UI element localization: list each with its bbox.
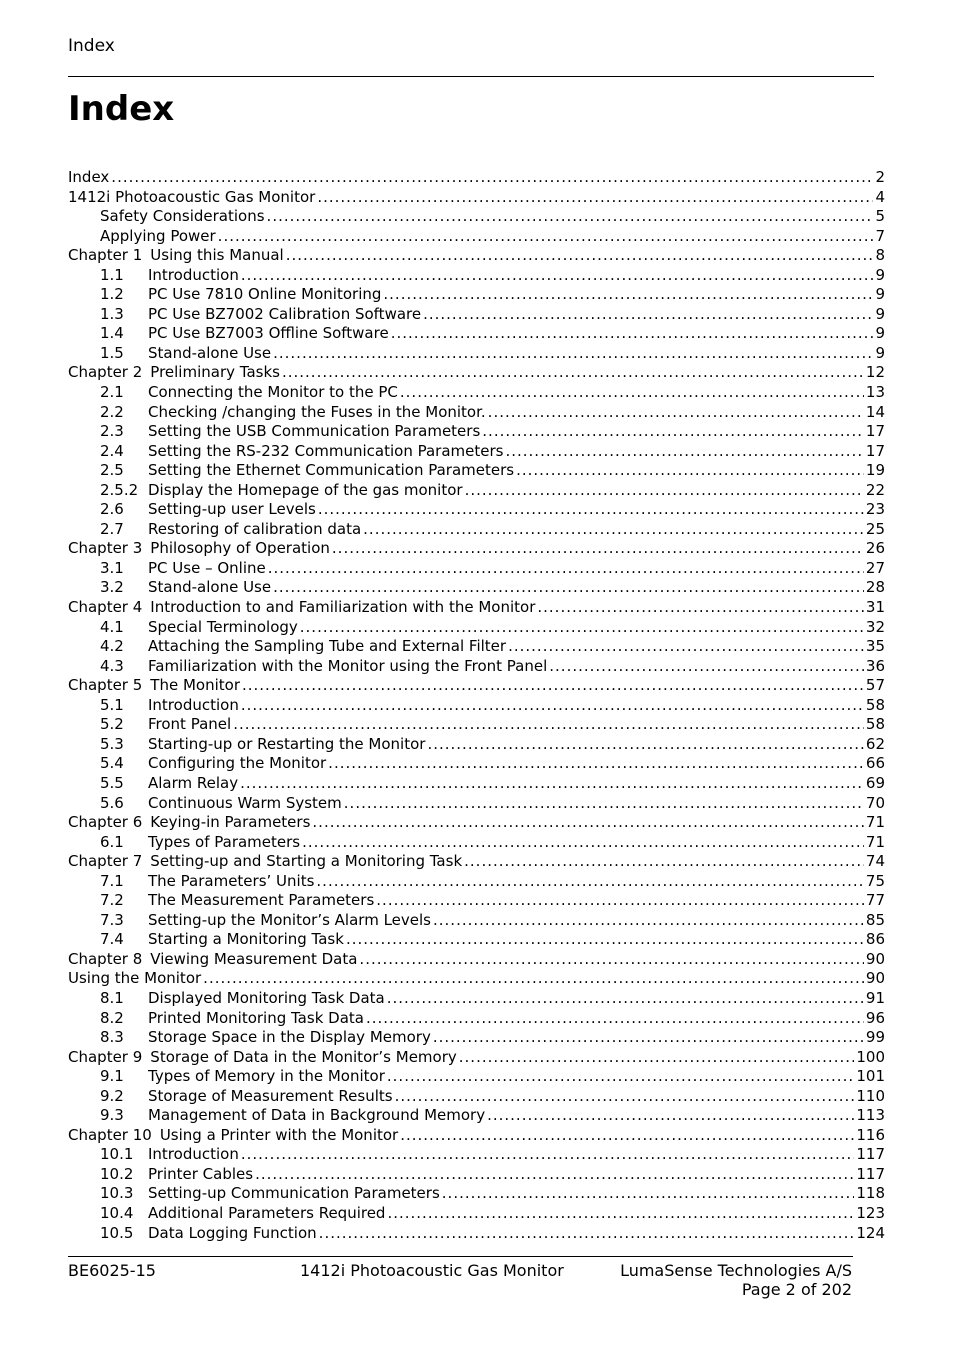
toc-entry-number: Chapter 2 xyxy=(68,363,143,382)
toc-leader-dots xyxy=(267,207,874,227)
toc-entry-label: Introduction xyxy=(148,695,239,714)
toc-entry-page: 75 xyxy=(865,871,885,890)
toc-entry-label: Setting the Ethernet Communication Parameters xyxy=(148,461,515,480)
toc-leader-dots xyxy=(387,1067,854,1087)
toc-leader-dots xyxy=(233,715,864,735)
toc-entry[interactable] xyxy=(68,637,885,657)
toc-entry-page: 31 xyxy=(865,598,885,617)
toc-entry-label: Stand-alone Use xyxy=(148,343,272,362)
toc-leader-dots xyxy=(273,578,864,598)
toc-entry-number: 6.1 xyxy=(100,832,124,851)
toc-entry-page: 85 xyxy=(865,910,885,929)
footer-rule xyxy=(68,1256,853,1257)
toc-entry-number: Chapter 1 xyxy=(68,246,143,265)
toc-entry[interactable] xyxy=(68,168,885,188)
toc-entry-page: 26 xyxy=(865,539,885,558)
toc-entry-number: 3.1 xyxy=(100,558,124,577)
toc-entry-number: 10.4 xyxy=(100,1203,134,1222)
toc-entry-number: Chapter 5 xyxy=(68,676,143,695)
toc-entry[interactable] xyxy=(68,598,885,618)
toc-entry-number: 2.4 xyxy=(100,441,124,460)
toc-leader-dots xyxy=(400,1126,854,1146)
toc-entry-number: 2.6 xyxy=(100,500,124,519)
toc-entry[interactable] xyxy=(68,1009,885,1029)
toc-entry-page: 27 xyxy=(865,558,885,577)
toc-leader-dots xyxy=(319,1224,855,1244)
toc-leader-dots xyxy=(363,520,864,540)
toc-leader-dots xyxy=(218,227,874,247)
toc-entry-label: 1412i Photoacoustic Gas Monitor xyxy=(68,187,316,206)
toc-entry[interactable] xyxy=(68,1224,885,1244)
toc-entry-page: 2 xyxy=(875,168,885,186)
footer-product: 1412i Photoacoustic Gas Monitor xyxy=(300,1261,564,1280)
table-of-contents xyxy=(68,168,885,1243)
toc-entry-page: 13 xyxy=(865,383,885,402)
toc-leader-dots xyxy=(423,305,873,325)
toc-leader-dots xyxy=(459,1048,855,1068)
toc-entry-page: 57 xyxy=(865,676,885,695)
toc-entry-page: 124 xyxy=(856,1223,885,1242)
toc-entry-label: Familiarization with the Monitor using the Front Panel xyxy=(148,656,548,675)
toc-leader-dots xyxy=(366,1009,864,1029)
toc-entry-page: 69 xyxy=(865,773,885,792)
toc-entry-number: Chapter 10 xyxy=(68,1125,152,1144)
toc-leader-dots xyxy=(508,637,864,657)
footer-company: LumaSense Technologies A/S xyxy=(620,1261,852,1280)
toc-entry[interactable] xyxy=(68,1028,885,1048)
toc-entry-page: 77 xyxy=(865,891,885,910)
toc-leader-dots xyxy=(359,950,863,970)
toc-entry-page: 4 xyxy=(875,187,885,206)
toc-entry[interactable] xyxy=(68,872,885,892)
toc-entry-label: PC Use – Online xyxy=(148,558,266,577)
toc-entry[interactable] xyxy=(68,696,885,716)
toc-entry-page: 25 xyxy=(865,519,885,538)
toc-entry-page: 62 xyxy=(865,734,885,753)
toc-leader-dots xyxy=(316,872,864,892)
toc-leader-dots xyxy=(332,539,864,559)
toc-entry[interactable] xyxy=(68,246,885,266)
toc-entry[interactable] xyxy=(68,1165,885,1185)
toc-entry[interactable] xyxy=(68,618,885,638)
toc-leader-dots xyxy=(241,1145,855,1165)
toc-entry-number: 1.5 xyxy=(100,343,124,362)
toc-entry[interactable] xyxy=(68,1106,885,1126)
toc-entry-page: 22 xyxy=(865,480,885,499)
toc-entry-number: 10.2 xyxy=(100,1164,134,1183)
toc-entry-label: Using the Monitor xyxy=(68,969,202,988)
toc-entry-number: 7.2 xyxy=(100,891,124,910)
toc-entry-page: 28 xyxy=(865,578,885,597)
toc-entry-number: Chapter 3 xyxy=(68,539,143,558)
toc-entry-label: Printer Cables xyxy=(148,1164,254,1183)
toc-entry[interactable] xyxy=(68,950,885,970)
toc-entry[interactable] xyxy=(68,833,885,853)
toc-entry[interactable] xyxy=(68,305,885,325)
toc-entry-label: Displayed Monitoring Task Data xyxy=(148,988,385,1007)
toc-entry-label: Types of Parameters xyxy=(148,832,301,851)
toc-entry-number: 4.1 xyxy=(100,617,124,636)
toc-entry-page: 90 xyxy=(865,969,885,988)
toc-leader-dots xyxy=(516,461,864,481)
toc-entry-label: Stand-alone Use xyxy=(148,578,272,597)
toc-entry-page: 70 xyxy=(865,793,885,812)
toc-entry-label: PC Use BZ7002 Calibration Software xyxy=(148,304,422,323)
toc-entry-page: 9 xyxy=(875,343,885,362)
toc-leader-dots xyxy=(111,168,873,188)
toc-entry[interactable] xyxy=(68,500,885,520)
toc-entry-number: 8.2 xyxy=(100,1008,124,1027)
toc-entry-page: 19 xyxy=(865,461,885,480)
toc-entry-number: 5.2 xyxy=(100,715,124,734)
toc-entry[interactable] xyxy=(68,1087,885,1107)
toc-entry-page: 100 xyxy=(856,1047,885,1066)
toc-entry-label: Storage of Measurement Results xyxy=(148,1086,393,1105)
toc-entry-number: 2.2 xyxy=(100,402,124,421)
toc-entry[interactable] xyxy=(68,422,885,442)
toc-leader-dots xyxy=(318,500,864,520)
running-header: Index xyxy=(68,36,115,56)
toc-entry-label: Checking /changing the Fuses in the Monitor. xyxy=(148,402,486,421)
toc-entry[interactable] xyxy=(68,188,885,208)
toc-entry-label: Management of Data in Background Memory xyxy=(148,1106,486,1125)
toc-entry-page: 5 xyxy=(875,207,885,226)
toc-entry-label: Setting-up Communication Parameters xyxy=(148,1184,440,1203)
toc-entry-label: Types of Memory in the Monitor xyxy=(148,1067,385,1086)
toc-entry-label: Additional Parameters Required xyxy=(148,1203,386,1222)
toc-entry-number: 5.5 xyxy=(100,773,124,792)
toc-entry-page: 113 xyxy=(856,1106,885,1125)
toc-leader-dots xyxy=(395,1087,855,1107)
toc-entry-number: 1.1 xyxy=(100,265,124,284)
toc-entry-label: Philosophy of Operation xyxy=(150,539,330,558)
toc-entry-number: Chapter 7 xyxy=(68,852,143,871)
toc-entry-page: 7 xyxy=(875,226,885,245)
toc-leader-dots xyxy=(300,618,864,638)
toc-entry-label: Storage of Data in the Monitor’s Memory xyxy=(150,1047,457,1066)
toc-entry[interactable] xyxy=(68,715,885,735)
toc-entry-number: 4.2 xyxy=(100,637,124,656)
toc-entry-number: 7.3 xyxy=(100,910,124,929)
toc-entry[interactable] xyxy=(68,266,885,286)
toc-entry-page: 110 xyxy=(856,1086,885,1105)
toc-entry-label: Setting the RS-232 Communication Parameters xyxy=(148,441,504,460)
toc-entry-number: Chapter 6 xyxy=(68,813,143,832)
toc-leader-dots xyxy=(391,324,874,344)
toc-entry-label: Attaching the Sampling Tube and External Filter xyxy=(148,637,507,656)
toc-entry-label: Setting-up the Monitor’s Alarm Levels xyxy=(148,910,431,929)
toc-entry-label: Display the Homepage of the gas monitor xyxy=(148,480,463,499)
toc-leader-dots xyxy=(427,735,863,755)
toc-leader-dots xyxy=(505,442,863,462)
toc-entry-page: 9 xyxy=(875,304,885,323)
toc-entry[interactable] xyxy=(68,1048,885,1068)
toc-entry-label: Continuous Warm System xyxy=(148,793,342,812)
toc-entry-label: Keying-in Parameters xyxy=(150,813,311,832)
toc-entry-label: Storage Space in the Display Memory xyxy=(148,1028,431,1047)
toc-entry-page: 58 xyxy=(865,715,885,734)
toc-leader-dots xyxy=(282,363,864,383)
toc-entry-page: 17 xyxy=(865,441,885,460)
toc-entry-label: Using a Printer with the Monitor xyxy=(159,1125,399,1144)
toc-entry-label: Connecting the Monitor to the PC xyxy=(148,383,398,402)
toc-entry[interactable] xyxy=(68,559,885,579)
toc-entry-label: Front Panel xyxy=(148,715,232,734)
toc-entry[interactable] xyxy=(68,1184,885,1204)
toc-entry-page: 117 xyxy=(856,1164,885,1183)
toc-entry[interactable] xyxy=(68,1204,885,1224)
toc-entry-page: 35 xyxy=(865,637,885,656)
toc-entry-page: 123 xyxy=(856,1203,885,1222)
toc-entry[interactable] xyxy=(68,794,885,814)
toc-entry[interactable] xyxy=(68,735,885,755)
toc-entry[interactable] xyxy=(68,676,885,696)
toc-entry[interactable] xyxy=(68,344,885,364)
toc-entry-page: 71 xyxy=(865,813,885,832)
toc-leader-dots xyxy=(433,1028,864,1048)
toc-entry-label: Applying Power xyxy=(100,226,216,245)
toc-leader-dots xyxy=(268,559,864,579)
toc-entry[interactable] xyxy=(68,461,885,481)
toc-leader-dots xyxy=(442,1184,855,1204)
toc-leader-dots xyxy=(549,657,864,677)
toc-leader-dots xyxy=(387,1204,854,1224)
toc-entry[interactable] xyxy=(68,989,885,1009)
toc-entry[interactable] xyxy=(68,969,885,989)
toc-leader-dots xyxy=(203,969,864,989)
toc-entry[interactable] xyxy=(68,285,885,305)
toc-entry-page: 14 xyxy=(865,402,885,421)
toc-entry-number: 5.3 xyxy=(100,734,124,753)
toc-entry-page: 99 xyxy=(865,1028,885,1047)
toc-entry[interactable] xyxy=(68,363,885,383)
toc-entry-label: Configuring the Monitor xyxy=(148,754,327,773)
toc-leader-dots xyxy=(286,246,874,266)
toc-entry-number: 2.1 xyxy=(100,383,124,402)
toc-leader-dots xyxy=(433,911,864,931)
toc-leader-dots xyxy=(328,754,864,774)
toc-entry[interactable] xyxy=(68,930,885,950)
toc-entry-page: 91 xyxy=(865,988,885,1007)
toc-leader-dots xyxy=(241,266,874,286)
toc-leader-dots xyxy=(376,891,864,911)
toc-entry-page: 36 xyxy=(865,656,885,675)
toc-entry-label: Introduction xyxy=(148,1145,239,1164)
toc-entry-label: Setting-up user Levels xyxy=(148,500,316,519)
toc-entry[interactable] xyxy=(68,324,885,344)
toc-entry[interactable] xyxy=(68,1126,885,1146)
toc-entry-number: 1.3 xyxy=(100,304,124,323)
toc-leader-dots xyxy=(346,930,864,950)
toc-entry-number: 8.3 xyxy=(100,1028,124,1047)
toc-entry-label: Safety Considerations xyxy=(100,207,265,226)
toc-entry-label: Using this Manual xyxy=(150,246,284,265)
toc-entry[interactable] xyxy=(68,852,885,872)
toc-entry-label: Setting the USB Communication Parameters xyxy=(148,422,481,441)
toc-entry-number: 2.5.2 xyxy=(100,480,139,499)
toc-entry[interactable] xyxy=(68,754,885,774)
toc-entry-label: Preliminary Tasks xyxy=(150,363,280,382)
toc-leader-dots xyxy=(302,833,864,853)
toc-entry-number: 7.1 xyxy=(100,871,124,890)
toc-entry-label: PC Use BZ7003 Offline Software xyxy=(148,324,389,343)
toc-entry-page: 86 xyxy=(865,930,885,949)
toc-entry-page: 17 xyxy=(865,422,885,441)
toc-leader-dots xyxy=(242,676,864,696)
toc-leader-dots xyxy=(317,188,873,208)
toc-entry-page: 23 xyxy=(865,500,885,519)
toc-entry-number: 1.2 xyxy=(100,285,124,304)
toc-entry[interactable] xyxy=(68,1145,885,1165)
toc-entry-number: 10.5 xyxy=(100,1223,134,1242)
toc-entry-number: 3.2 xyxy=(100,578,124,597)
toc-entry-label: Introduction to and Familiarization with the Monitor xyxy=(150,598,536,617)
toc-leader-dots xyxy=(255,1165,854,1185)
toc-entry-number: 1.4 xyxy=(100,324,124,343)
toc-entry[interactable] xyxy=(68,442,885,462)
toc-entry-number: 10.3 xyxy=(100,1184,134,1203)
toc-entry-page: 90 xyxy=(865,949,885,968)
toc-entry-page: 118 xyxy=(856,1184,885,1203)
toc-entry-page: 58 xyxy=(865,695,885,714)
toc-entry-number: 5.1 xyxy=(100,695,124,714)
toc-entry-number: 9.1 xyxy=(100,1067,124,1086)
toc-entry-label: The Parameters’ Units xyxy=(148,871,315,890)
toc-entry-number: 2.3 xyxy=(100,422,124,441)
toc-entry-number: 9.2 xyxy=(100,1086,124,1105)
toc-entry[interactable] xyxy=(68,520,885,540)
toc-entry[interactable] xyxy=(68,481,885,501)
toc-entry-page: 32 xyxy=(865,617,885,636)
toc-entry-number: 7.4 xyxy=(100,930,124,949)
toc-entry[interactable] xyxy=(68,774,885,794)
toc-entry-label: Restoring of calibration data xyxy=(148,519,362,538)
footer-company-page xyxy=(612,1261,852,1299)
toc-entry-label: The Monitor xyxy=(150,676,240,695)
toc-entry[interactable] xyxy=(68,383,885,403)
toc-entry[interactable] xyxy=(68,578,885,598)
toc-entry-label: Setting-up and Starting a Monitoring Task xyxy=(150,852,463,871)
toc-entry[interactable] xyxy=(68,539,885,559)
toc-entry-number: 8.1 xyxy=(100,988,124,1007)
toc-entry-label: The Measurement Parameters xyxy=(148,891,375,910)
footer-page-info: Page 2 of 202 xyxy=(741,1280,852,1299)
toc-entry[interactable] xyxy=(68,813,885,833)
toc-entry-number: 4.3 xyxy=(100,656,124,675)
toc-entry-number: 5.6 xyxy=(100,793,124,812)
toc-entry-number: Chapter 9 xyxy=(68,1047,143,1066)
toc-leader-dots xyxy=(464,852,864,872)
toc-entry[interactable] xyxy=(68,207,885,227)
toc-entry[interactable] xyxy=(68,891,885,911)
toc-entry-page: 71 xyxy=(865,832,885,851)
toc-entry-number: 10.1 xyxy=(100,1145,134,1164)
toc-entry-label: Starting a Monitoring Task xyxy=(148,930,344,949)
toc-entry-number: 5.4 xyxy=(100,754,124,773)
toc-entry-page: 66 xyxy=(865,754,885,773)
toc-entry-page: 101 xyxy=(856,1067,885,1086)
toc-entry-label: PC Use 7810 Online Monitoring xyxy=(148,285,382,304)
toc-entry-page: 117 xyxy=(856,1145,885,1164)
toc-entry-label: Alarm Relay xyxy=(148,773,239,792)
toc-entry-number: Chapter 4 xyxy=(68,598,143,617)
toc-entry-label: Starting-up or Restarting the Monitor xyxy=(148,734,426,753)
toc-entry-label: Viewing Measurement Data xyxy=(150,949,358,968)
toc-entry-page: 116 xyxy=(856,1125,885,1144)
toc-leader-dots xyxy=(465,481,864,501)
toc-leader-dots xyxy=(240,774,864,794)
toc-leader-dots xyxy=(273,344,873,364)
toc-entry-number: Chapter 8 xyxy=(68,949,143,968)
toc-entry[interactable] xyxy=(68,1067,885,1087)
toc-leader-dots xyxy=(487,1106,854,1126)
toc-leader-dots xyxy=(482,422,864,442)
toc-entry-label: Printed Monitoring Task Data xyxy=(148,1008,364,1027)
toc-leader-dots xyxy=(312,813,864,833)
header-rule xyxy=(68,76,874,77)
toc-entry-number: 2.5 xyxy=(100,461,124,480)
toc-leader-dots xyxy=(537,598,864,618)
toc-entry-label: Index xyxy=(68,168,110,186)
toc-entry[interactable] xyxy=(68,227,885,247)
toc-leader-dots xyxy=(400,383,864,403)
toc-entry-page: 9 xyxy=(875,285,885,304)
toc-leader-dots xyxy=(383,285,873,305)
toc-entry-page: 9 xyxy=(875,265,885,284)
page-title: Index xyxy=(68,89,175,129)
toc-entry-page: 8 xyxy=(875,246,885,265)
toc-entry-page: 12 xyxy=(865,363,885,382)
toc-entry-page: 96 xyxy=(865,1008,885,1027)
toc-leader-dots xyxy=(387,989,864,1009)
toc-entry-number: 9.3 xyxy=(100,1106,124,1125)
toc-entry-page: 9 xyxy=(875,324,885,343)
toc-entry[interactable] xyxy=(68,911,885,931)
toc-entry-label: Data Logging Function xyxy=(148,1223,317,1242)
toc-entry-label: Introduction xyxy=(148,265,239,284)
toc-entry-label: Special Terminology xyxy=(148,617,298,636)
footer-doc-number: BE6025-15 xyxy=(68,1261,156,1280)
toc-leader-dots xyxy=(241,696,864,716)
toc-entry-page: 74 xyxy=(865,852,885,871)
toc-leader-dots xyxy=(344,794,864,814)
toc-entry-number: 2.7 xyxy=(100,519,124,538)
toc-entry[interactable] xyxy=(68,403,885,423)
toc-leader-dots xyxy=(488,403,864,423)
toc-entry[interactable] xyxy=(68,657,885,677)
